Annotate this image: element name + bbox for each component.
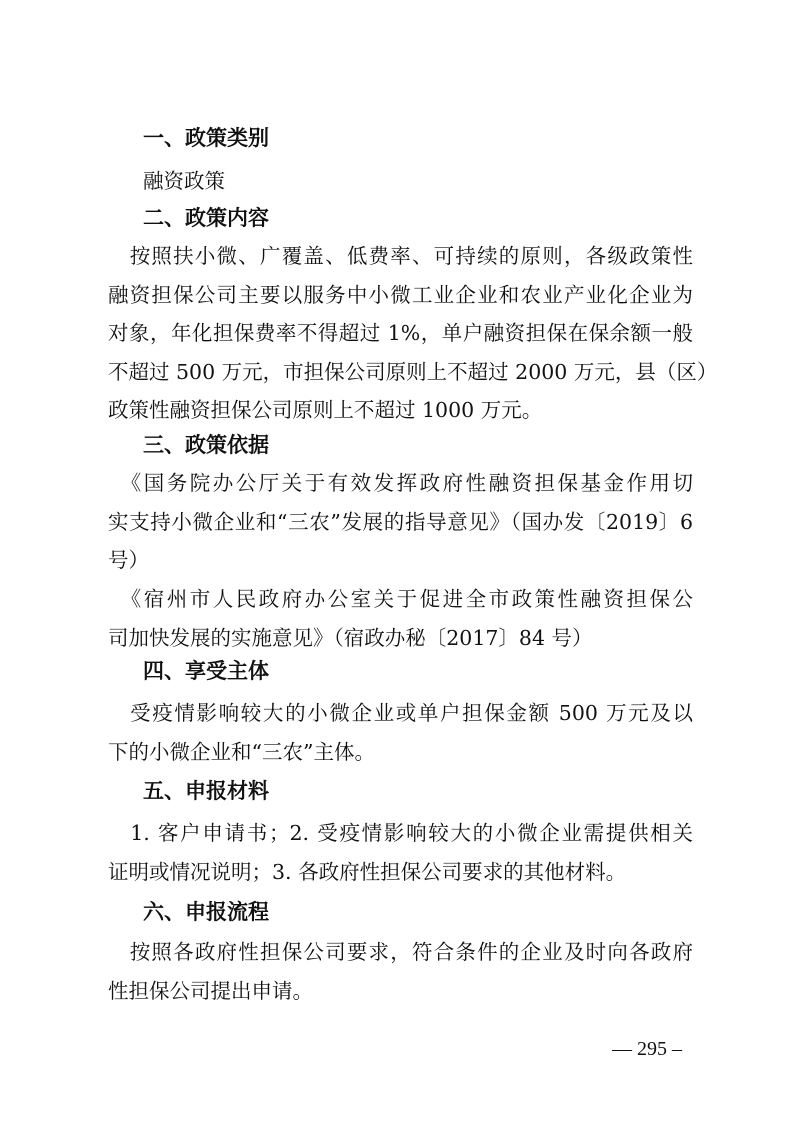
text-line: 对象，年化担保费率不得超过 1%，单户融资担保在保余额一般 [108,321,693,346]
section-heading-category: 一、政策类别 [143,126,269,150]
text-line: 不超过 500 万元，市担保公司原则上不超过 2000 万元，县（区） [108,359,718,384]
text-line: 《国务院办公厅关于有效发挥政府性融资担保基金作用切 [108,471,693,495]
section-heading-beneficiary: 四、享受主体 [143,659,269,683]
policy-basis-paragraph-1 [108,464,693,580]
text-line: 司加快发展的实施意见》（宿政办秘〔2017〕84 号） [108,625,593,650]
text-line: 融资担保公司主要以服务中小微工业企业和农业产业化企业为 [108,282,693,307]
section-heading-basis: 三、政策依据 [143,433,269,457]
text-line: 按照扶小微、广覆盖、低费率、可持续的原则，各级政策性 [108,244,693,268]
page-number: — 295 – [612,1038,682,1060]
text-line: 性担保公司提出申请。 [108,978,313,1003]
text-line: 政策性融资担保公司原则上不超过 1000 万元。 [108,398,543,423]
section-heading-process: 六、申报流程 [143,900,269,924]
text-line: 《宿州市人民政府办公室关于促进全市政策性融资担保公 [108,587,693,611]
text-line: 1. 客户申请书；2. 受疫情影响较大的小微企业需提供相关 [108,821,693,845]
policy-category-text: 融资政策 [143,169,225,193]
beneficiary-paragraph [108,694,693,771]
policy-content-paragraph [108,237,718,430]
text-line: 号） [108,548,149,573]
process-paragraph [108,933,693,1010]
section-heading-materials: 五、申报材料 [143,779,269,803]
text-line: 实支持小微企业和“三农”发展的指导意见》（国办发〔2019〕6 [108,509,693,534]
text-line: 下的小微企业和“三农”主体。 [108,739,375,764]
text-line: 受疫情影响较大的小微企业或单户担保金额 500 万元及以 [108,701,693,725]
text-line: 按照各政府性担保公司要求，符合条件的企业及时向各政府 [108,940,693,964]
text-line: 证明或情况说明；3. 各政府性担保公司要求的其他材料。 [108,859,627,884]
policy-basis-paragraph-2 [108,580,693,657]
materials-paragraph [108,814,693,891]
section-heading-content: 二、政策内容 [143,206,269,230]
